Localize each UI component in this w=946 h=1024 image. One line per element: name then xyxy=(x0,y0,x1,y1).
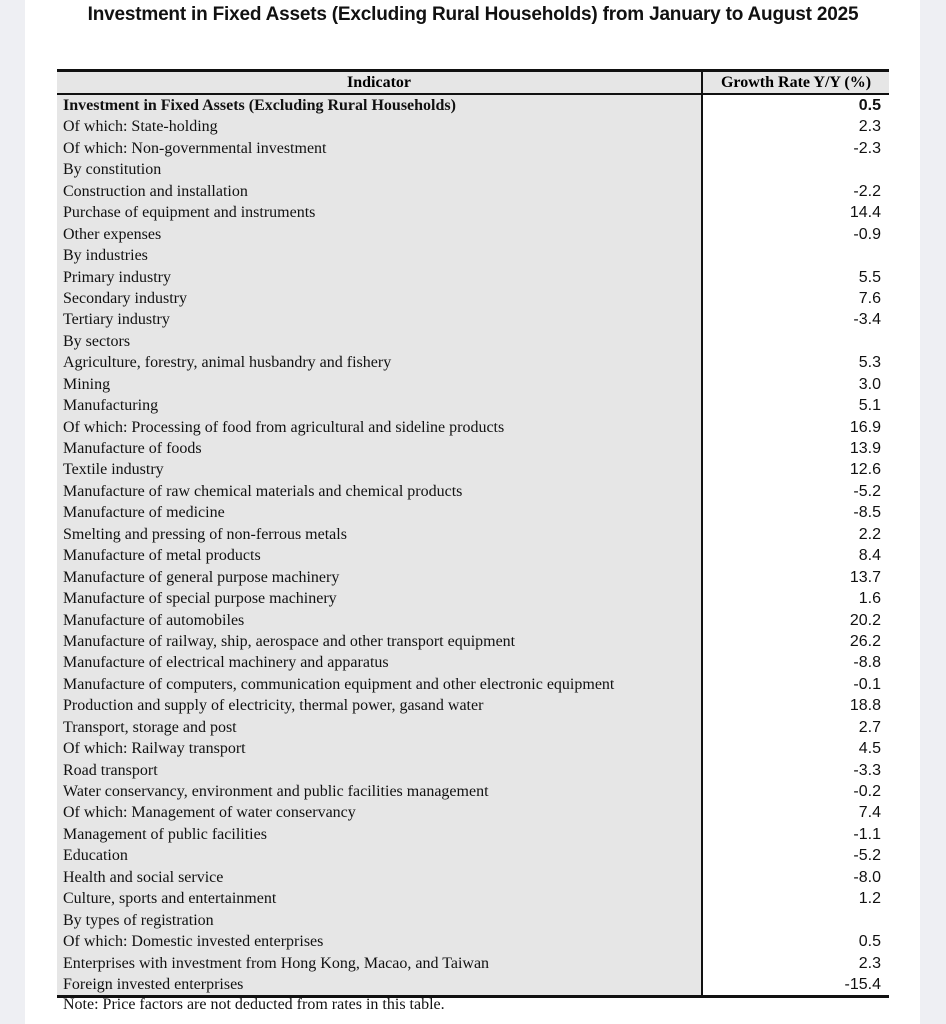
growth-rate-cell: 4.5 xyxy=(703,738,889,759)
growth-rate-cell: -8.8 xyxy=(703,652,889,673)
indicator-cell: Of which: Domestic invested enterprises xyxy=(57,931,703,952)
indicator-cell: Health and social service xyxy=(57,867,703,888)
table-row xyxy=(57,802,889,823)
indicator-cell: Foreign invested enterprises xyxy=(57,974,703,995)
indicator-cell: Manufacture of electrical machinery and apparatus xyxy=(57,652,703,673)
indicator-cell: Manufacture of foods xyxy=(57,438,703,459)
indicator-cell: Road transport xyxy=(57,760,703,781)
table-row xyxy=(57,588,889,609)
indicator-cell: Other expenses xyxy=(57,224,703,245)
table-row xyxy=(57,138,889,159)
table-row xyxy=(57,481,889,502)
indicator-cell: Manufacture of computers, communication equipment and other electronic equipment xyxy=(57,674,703,695)
table-row xyxy=(57,781,889,802)
indicator-cell: By types of registration xyxy=(57,910,703,931)
indicator-cell: Secondary industry xyxy=(57,288,703,309)
growth-rate-cell: 26.2 xyxy=(703,631,889,652)
table-row xyxy=(57,202,889,223)
table-note: Note: Price factors are not deducted from rates in this table. xyxy=(63,996,445,1013)
header-growth-rate: Growth Rate Y/Y (%) xyxy=(703,72,889,93)
indicator-cell: Textile industry xyxy=(57,459,703,480)
table-row xyxy=(57,288,889,309)
table-body xyxy=(57,95,889,995)
growth-rate-cell: -5.2 xyxy=(703,481,889,502)
indicator-cell: Of which: Management of water conservancy xyxy=(57,802,703,823)
growth-rate-cell: -0.1 xyxy=(703,674,889,695)
indicator-cell: By sectors xyxy=(57,331,703,352)
table-row xyxy=(57,953,889,974)
indicator-cell: Smelting and pressing of non-ferrous metals xyxy=(57,524,703,545)
growth-rate-cell: 0.5 xyxy=(703,95,889,116)
table-row xyxy=(57,502,889,523)
indicator-cell: Culture, sports and entertainment xyxy=(57,888,703,909)
growth-rate-cell: 7.6 xyxy=(703,288,889,309)
indicator-cell: Of which: State-holding xyxy=(57,116,703,137)
indicator-cell: Of which: Non-governmental investment xyxy=(57,138,703,159)
growth-rate-cell: 14.4 xyxy=(703,202,889,223)
growth-rate-cell: 0.5 xyxy=(703,931,889,952)
table-row xyxy=(57,417,889,438)
indicator-cell: Manufacture of automobiles xyxy=(57,610,703,631)
indicator-cell: Purchase of equipment and instruments xyxy=(57,202,703,223)
header-indicator: Indicator xyxy=(57,72,703,93)
table-row xyxy=(57,245,889,266)
growth-rate-cell: -0.2 xyxy=(703,781,889,802)
growth-rate-cell: 5.5 xyxy=(703,267,889,288)
table-row xyxy=(57,159,889,180)
growth-rate-cell: 1.2 xyxy=(703,888,889,909)
growth-rate-cell: 5.3 xyxy=(703,352,889,373)
indicator-cell: Enterprises with investment from Hong Kong, Macao, and Taiwan xyxy=(57,953,703,974)
table-row xyxy=(57,567,889,588)
table-row xyxy=(57,374,889,395)
table-row xyxy=(57,888,889,909)
table-row xyxy=(57,974,889,995)
table-row xyxy=(57,695,889,716)
growth-rate-cell: 16.9 xyxy=(703,417,889,438)
indicator-cell: Tertiary industry xyxy=(57,309,703,330)
table-row xyxy=(57,610,889,631)
indicator-cell: Manufacture of raw chemical materials and chemical products xyxy=(57,481,703,502)
table-row xyxy=(57,738,889,759)
growth-rate-cell: 13.7 xyxy=(703,567,889,588)
growth-rate-cell: 2.3 xyxy=(703,953,889,974)
indicator-cell: Manufacture of general purpose machinery xyxy=(57,567,703,588)
indicator-cell: Construction and installation xyxy=(57,181,703,202)
indicator-cell: Manufacture of special purpose machinery xyxy=(57,588,703,609)
growth-rate-cell: 2.7 xyxy=(703,717,889,738)
growth-rate-cell: -15.4 xyxy=(703,974,889,995)
growth-rate-cell: 8.4 xyxy=(703,545,889,566)
table-row xyxy=(57,116,889,137)
indicator-cell: Manufacturing xyxy=(57,395,703,416)
growth-rate-cell: -3.3 xyxy=(703,760,889,781)
table-row xyxy=(57,867,889,888)
indicator-cell: Management of public facilities xyxy=(57,824,703,845)
growth-rate-cell: -8.0 xyxy=(703,867,889,888)
table-row xyxy=(57,309,889,330)
growth-rate-cell xyxy=(703,245,889,266)
page-title: Investment in Fixed Assets (Excluding Rural Households) from January to August 2025 xyxy=(87,4,859,25)
table-row xyxy=(57,267,889,288)
growth-rate-cell: 7.4 xyxy=(703,802,889,823)
indicator-cell: Mining xyxy=(57,374,703,395)
table-row xyxy=(57,652,889,673)
growth-rate-cell: 1.6 xyxy=(703,588,889,609)
table-header xyxy=(57,72,889,95)
table-row xyxy=(57,845,889,866)
growth-rate-cell xyxy=(703,159,889,180)
indicator-cell: By constitution xyxy=(57,159,703,180)
table-row xyxy=(57,824,889,845)
indicator-cell: Investment in Fixed Assets (Excluding Rural Households) xyxy=(57,95,703,116)
indicator-cell: Transport, storage and post xyxy=(57,717,703,738)
growth-rate-cell: 20.2 xyxy=(703,610,889,631)
table-row xyxy=(57,524,889,545)
indicator-cell: Of which: Railway transport xyxy=(57,738,703,759)
data-table xyxy=(57,69,889,998)
growth-rate-cell: -1.1 xyxy=(703,824,889,845)
table-row xyxy=(57,931,889,952)
table-row xyxy=(57,910,889,931)
growth-rate-cell xyxy=(703,331,889,352)
growth-rate-cell: 2.2 xyxy=(703,524,889,545)
table-row xyxy=(57,674,889,695)
indicator-cell: Manufacture of medicine xyxy=(57,502,703,523)
growth-rate-cell: -5.2 xyxy=(703,845,889,866)
growth-rate-cell: 12.6 xyxy=(703,459,889,480)
growth-rate-cell: -2.2 xyxy=(703,181,889,202)
table-row xyxy=(57,224,889,245)
table-row xyxy=(57,545,889,566)
indicator-cell: Education xyxy=(57,845,703,866)
indicator-cell: Primary industry xyxy=(57,267,703,288)
growth-rate-cell: 2.3 xyxy=(703,116,889,137)
growth-rate-cell: 5.1 xyxy=(703,395,889,416)
growth-rate-cell xyxy=(703,910,889,931)
table-row xyxy=(57,352,889,373)
table-row xyxy=(57,95,889,116)
table-row xyxy=(57,760,889,781)
growth-rate-cell: -8.5 xyxy=(703,502,889,523)
growth-rate-cell: 18.8 xyxy=(703,695,889,716)
indicator-cell: Manufacture of metal products xyxy=(57,545,703,566)
table-row xyxy=(57,181,889,202)
table-row xyxy=(57,331,889,352)
indicator-cell: Manufacture of railway, ship, aerospace and other transport equipment xyxy=(57,631,703,652)
table-row xyxy=(57,631,889,652)
growth-rate-cell: 3.0 xyxy=(703,374,889,395)
table-row xyxy=(57,438,889,459)
table-row xyxy=(57,717,889,738)
table-row xyxy=(57,459,889,480)
indicator-cell: Of which: Processing of food from agricultural and sideline products xyxy=(57,417,703,438)
indicator-cell: By industries xyxy=(57,245,703,266)
growth-rate-cell: -2.3 xyxy=(703,138,889,159)
growth-rate-cell: 13.9 xyxy=(703,438,889,459)
indicator-cell: Water conservancy, environment and public facilities management xyxy=(57,781,703,802)
growth-rate-cell: -3.4 xyxy=(703,309,889,330)
indicator-cell: Production and supply of electricity, thermal power, gasand water xyxy=(57,695,703,716)
indicator-cell: Agriculture, forestry, animal husbandry and fishery xyxy=(57,352,703,373)
growth-rate-cell: -0.9 xyxy=(703,224,889,245)
table-row xyxy=(57,395,889,416)
